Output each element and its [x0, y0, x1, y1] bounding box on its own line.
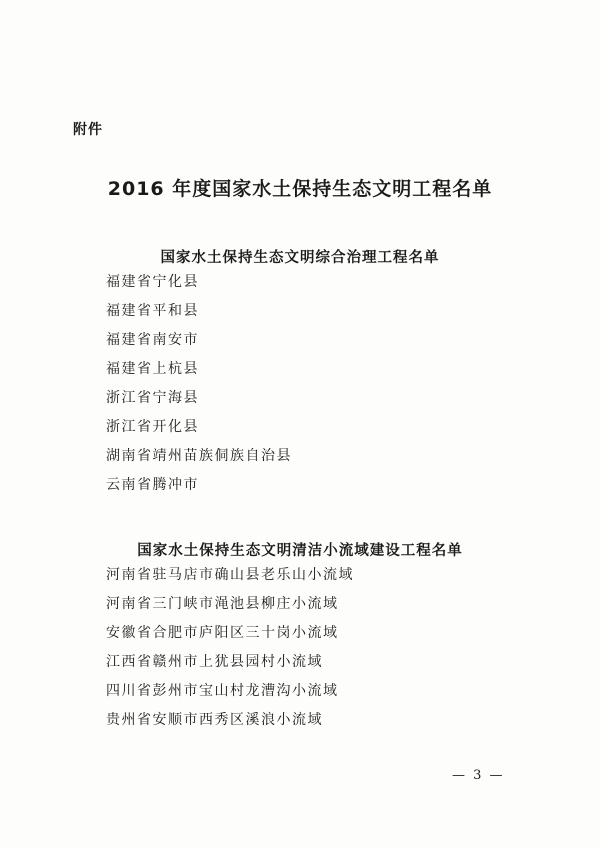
- list-item: 福建省平和县: [106, 303, 199, 319]
- list-item: 河南省驻马店市确山县老乐山小流域: [106, 567, 354, 583]
- list-item: 浙江省宁海县: [106, 390, 199, 406]
- attachment-label: 附件: [73, 122, 103, 138]
- section-title-clean-watershed: 国家水土保持生态文明清洁小流域建设工程名单: [137, 543, 463, 559]
- document-title: 2016 年度国家水土保持生态文明工程名单: [107, 178, 493, 200]
- comprehensive-project-list: [106, 268, 292, 500]
- list-item: 湖南省靖州苗族侗族自治县: [106, 448, 292, 464]
- list-item: 福建省上杭县: [106, 361, 199, 377]
- list-item: 安徽省合肥市庐阳区三十岗小流域: [106, 625, 339, 641]
- list-item: 浙江省开化县: [106, 419, 199, 435]
- list-item: 贵州省安顺市西秀区溪浪小流域: [106, 712, 323, 728]
- list-item: 云南省腾冲市: [106, 477, 199, 493]
- list-item: 河南省三门峡市渑池县柳庄小流域: [106, 596, 339, 612]
- list-item: 四川省彭州市宝山村龙漕沟小流域: [106, 683, 339, 699]
- list-item: 江西省赣州市上犹县园村小流域: [106, 654, 323, 670]
- list-item: 福建省宁化县: [106, 274, 199, 290]
- page-number: — 3 —: [452, 768, 505, 783]
- list-item: 福建省南安市: [106, 332, 199, 348]
- clean-watershed-project-list: [106, 561, 354, 735]
- section-title-comprehensive: 国家水土保持生态文明综合治理工程名单: [160, 250, 440, 266]
